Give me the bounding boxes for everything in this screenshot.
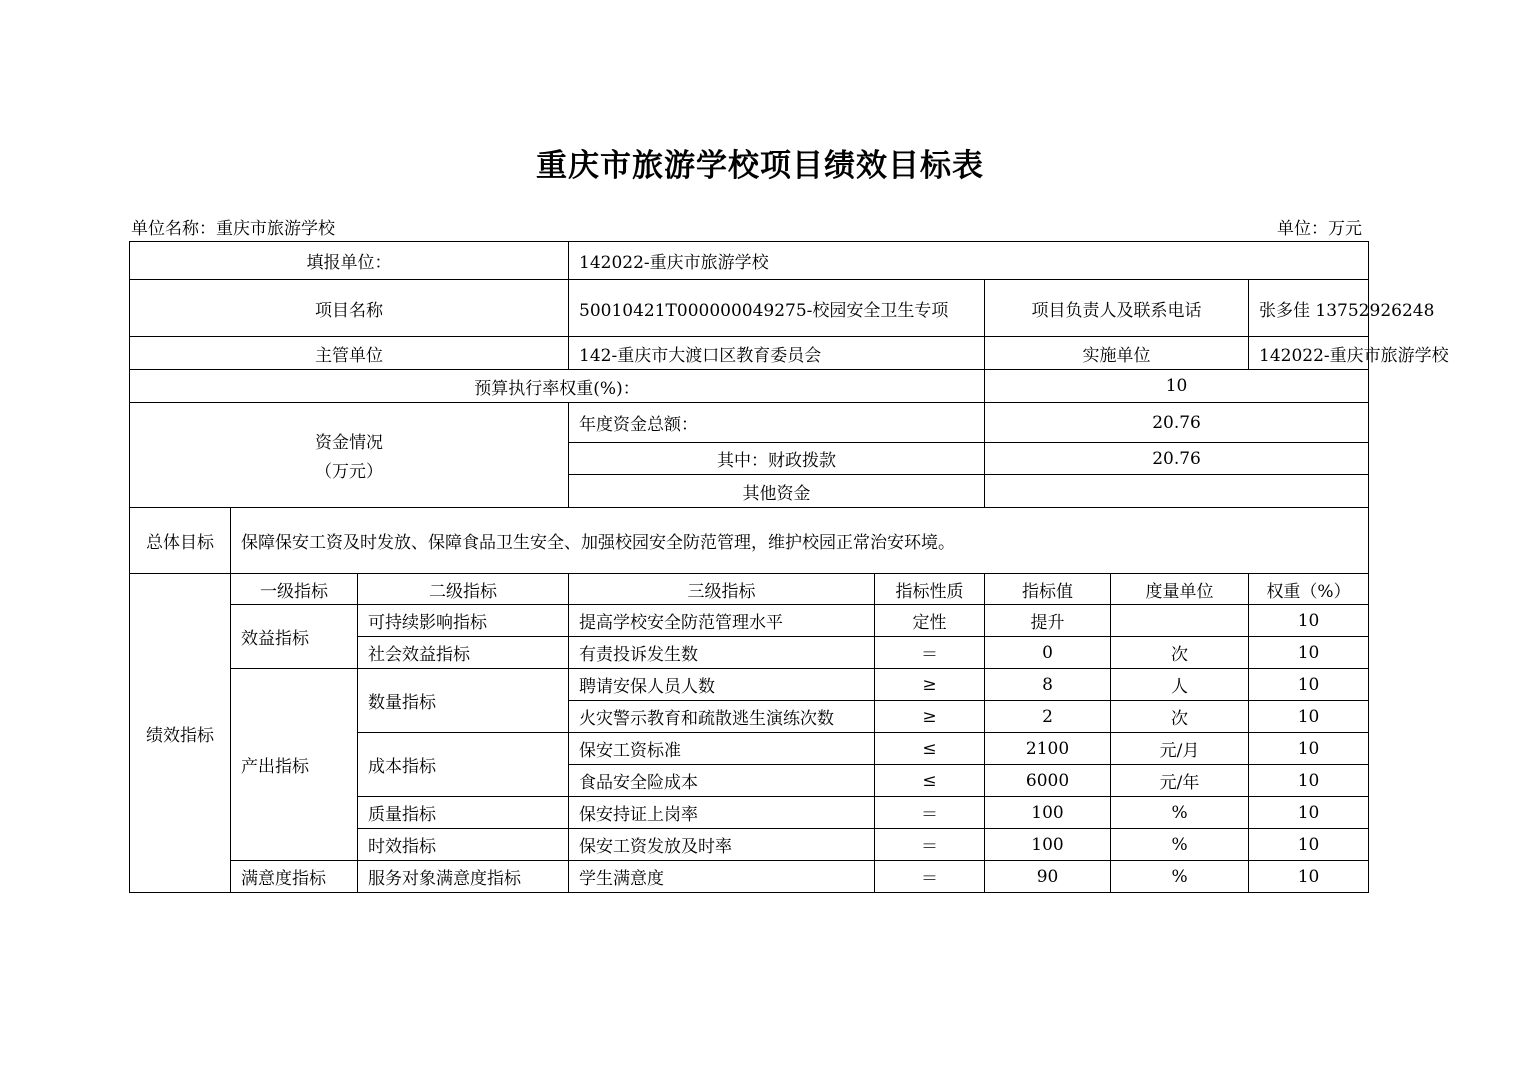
nature-cell: 定性 bbox=[875, 605, 985, 637]
weight-cell: 10 bbox=[1249, 701, 1369, 733]
unit-name-label: 单位名称：重庆市旅游学校 bbox=[131, 219, 335, 239]
value-cell: 90 bbox=[985, 861, 1111, 893]
fiscal-value: 20.76 bbox=[985, 443, 1369, 475]
header-level3: 三级指标 bbox=[569, 574, 875, 605]
header-level1: 一级指标 bbox=[231, 574, 358, 605]
annual-total-label: 年度资金总额： bbox=[569, 403, 985, 443]
nature-cell: ≥ bbox=[875, 669, 985, 701]
level3-cell: 学生满意度 bbox=[569, 861, 875, 893]
unit-cell: 元/月 bbox=[1111, 733, 1249, 765]
value-cell: 6000 bbox=[985, 765, 1111, 797]
header-weight: 权重（%） bbox=[1249, 574, 1369, 605]
unit-cell: 次 bbox=[1111, 701, 1249, 733]
level1-benefit: 效益指标 bbox=[231, 605, 358, 669]
indicator-header-row bbox=[130, 574, 1369, 605]
contact-label: 项目负责人及联系电话 bbox=[985, 280, 1249, 337]
weight-cell: 10 bbox=[1249, 765, 1369, 797]
table-row bbox=[130, 861, 1369, 893]
annual-total-value: 20.76 bbox=[985, 403, 1369, 443]
unit-cell: % bbox=[1111, 797, 1249, 829]
supervisor-value: 142-重庆市大渡口区教育委员会 bbox=[569, 337, 985, 370]
nature-cell: ≤ bbox=[875, 765, 985, 797]
weight-cell: 10 bbox=[1249, 861, 1369, 893]
unit-cell: 次 bbox=[1111, 637, 1249, 669]
value-cell: 提升 bbox=[985, 605, 1111, 637]
nature-cell: ≥ bbox=[875, 701, 985, 733]
nature-cell: ≤ bbox=[875, 733, 985, 765]
reporting-unit-label: 填报单位： bbox=[130, 242, 569, 280]
project-name-value: 50010421T000000049275-校园安全卫生专项 bbox=[569, 280, 985, 337]
row-reporting-unit bbox=[130, 242, 1369, 280]
funds-label-line2: （万元） bbox=[315, 462, 383, 482]
row-budget-weight bbox=[130, 370, 1369, 403]
currency-unit-label: 单位：万元 bbox=[1277, 219, 1362, 239]
level1-output: 产出指标 bbox=[231, 669, 358, 861]
implementer-label: 实施单位 bbox=[985, 337, 1249, 370]
budget-weight-value: 10 bbox=[985, 370, 1369, 403]
header-nature: 指标性质 bbox=[875, 574, 985, 605]
level3-cell: 保安工资标准 bbox=[569, 733, 875, 765]
row-overall-goal bbox=[130, 508, 1369, 574]
value-cell: 2100 bbox=[985, 733, 1111, 765]
level3-cell: 保安持证上岗率 bbox=[569, 797, 875, 829]
budget-weight-label: 预算执行率权重(%)： bbox=[130, 370, 985, 403]
funds-label-line1: 资金情况 bbox=[315, 433, 383, 453]
overall-goal-text: 保障保安工资及时发放、保障食品卫生安全、加强校园安全防范管理，维护校园正常治安环境。 bbox=[231, 508, 1369, 574]
unit-cell: % bbox=[1111, 861, 1249, 893]
level2-cell: 成本指标 bbox=[358, 733, 569, 797]
level3-cell: 保安工资发放及时率 bbox=[569, 829, 875, 861]
weight-cell: 10 bbox=[1249, 797, 1369, 829]
weight-cell: 10 bbox=[1249, 669, 1369, 701]
level1-satisfaction: 满意度指标 bbox=[231, 861, 358, 893]
level2-cell: 数量指标 bbox=[358, 669, 569, 733]
value-cell: 2 bbox=[985, 701, 1111, 733]
weight-cell: 10 bbox=[1249, 605, 1369, 637]
level3-cell: 火灾警示教育和疏散逃生演练次数 bbox=[569, 701, 875, 733]
header-unit: 度量单位 bbox=[1111, 574, 1249, 605]
row-annual-total bbox=[130, 403, 1369, 443]
project-name-label: 项目名称 bbox=[130, 280, 569, 337]
level3-cell: 提高学校安全防范管理水平 bbox=[569, 605, 875, 637]
level2-cell: 质量指标 bbox=[358, 797, 569, 829]
unit-cell bbox=[1111, 605, 1249, 637]
header-level2: 二级指标 bbox=[358, 574, 569, 605]
weight-cell: 10 bbox=[1249, 637, 1369, 669]
supervisor-label: 主管单位 bbox=[130, 337, 569, 370]
level3-cell: 有责投诉发生数 bbox=[569, 637, 875, 669]
row-supervisor bbox=[130, 337, 1369, 370]
value-cell: 100 bbox=[985, 797, 1111, 829]
overall-goal-label: 总体目标 bbox=[130, 508, 231, 574]
page-title: 重庆市旅游学校项目绩效目标表 bbox=[536, 148, 984, 184]
other-funds-value bbox=[985, 475, 1369, 508]
unit-cell: 元/年 bbox=[1111, 765, 1249, 797]
performance-target-table bbox=[129, 241, 1449, 893]
unit-cell: 人 bbox=[1111, 669, 1249, 701]
level2-cell: 可持续影响指标 bbox=[358, 605, 569, 637]
value-cell: 100 bbox=[985, 829, 1111, 861]
level2-cell: 服务对象满意度指标 bbox=[358, 861, 569, 893]
implementer-value: 142022-重庆市旅游学校 bbox=[1249, 337, 1369, 370]
level2-cell: 社会效益指标 bbox=[358, 637, 569, 669]
row-project-name bbox=[130, 280, 1369, 337]
header-value: 指标值 bbox=[985, 574, 1111, 605]
nature-cell: ＝ bbox=[875, 829, 985, 861]
reporting-unit-value: 142022-重庆市旅游学校 bbox=[569, 242, 1369, 280]
weight-cell: 10 bbox=[1249, 829, 1369, 861]
level3-cell: 聘请安保人员人数 bbox=[569, 669, 875, 701]
table-row bbox=[130, 605, 1369, 637]
nature-cell: ＝ bbox=[875, 637, 985, 669]
value-cell: 8 bbox=[985, 669, 1111, 701]
indicators-section-label: 绩效指标 bbox=[130, 574, 231, 893]
nature-cell: ＝ bbox=[875, 797, 985, 829]
level2-cell: 时效指标 bbox=[358, 829, 569, 861]
table-row bbox=[130, 669, 1369, 701]
value-cell: 0 bbox=[985, 637, 1111, 669]
funds-label bbox=[130, 403, 569, 508]
level3-cell: 食品安全险成本 bbox=[569, 765, 875, 797]
nature-cell: ＝ bbox=[875, 861, 985, 893]
weight-cell: 10 bbox=[1249, 733, 1369, 765]
other-funds-label: 其他资金 bbox=[569, 475, 985, 508]
fiscal-label: 其中：财政拨款 bbox=[569, 443, 985, 475]
contact-value: 张多佳 13752926248 bbox=[1249, 280, 1369, 337]
unit-cell: % bbox=[1111, 829, 1249, 861]
